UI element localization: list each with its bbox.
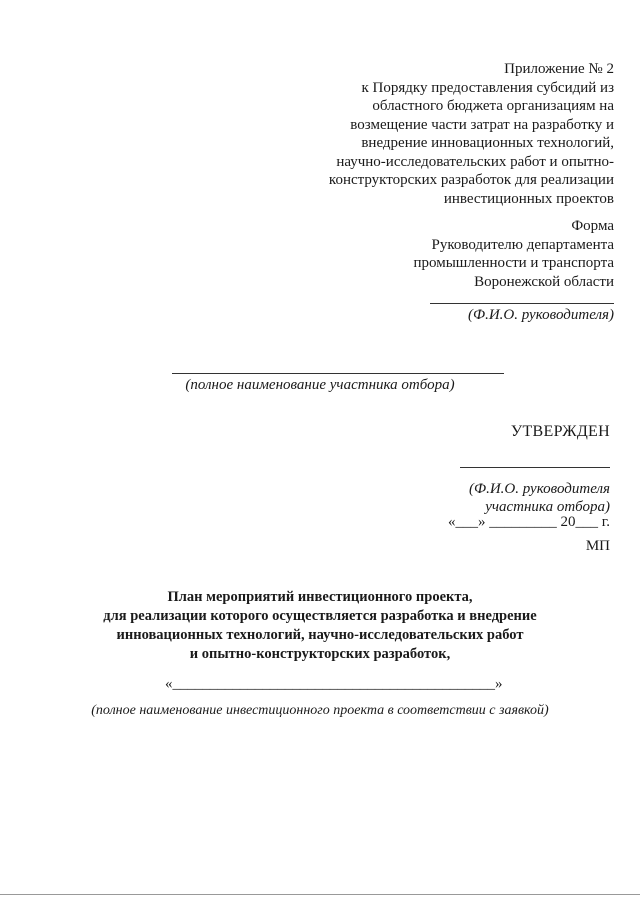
plan-title [60, 588, 580, 664]
plan-title-line: План мероприятий инвестиционного проекта, [167, 589, 473, 605]
participant-name-line [172, 373, 504, 374]
plan-title-line: инновационных технологий, научно-исследовательских работ [116, 627, 524, 643]
appendix-line: возмещение части затрат на разработку и [350, 116, 614, 133]
project-name-caption: (полное наименование инвестиционного проекта в соответствии с заявкой) [91, 703, 549, 718]
approval-date: «___» _________ 20___ г. [448, 514, 610, 530]
appendix-line: Приложение № 2 [504, 61, 614, 77]
page-bottom-rule [0, 894, 640, 895]
plan-title-line: и опытно-конструкторских разработок, [189, 646, 451, 662]
appendix-line: областного бюджета организациям на [372, 98, 614, 114]
recipient-block [354, 217, 614, 291]
approver-name-line [460, 467, 610, 468]
head-name-caption: (Ф.И.О. руководителя) [468, 307, 614, 323]
appendix-line: научно-исследовательских работ и опытно- [336, 153, 614, 170]
head-name-line [430, 303, 614, 304]
appendix-line: к Порядку предоставления субсидий из [361, 79, 614, 96]
plan-title-line: для реализации которого осуществляется разработка и внедрение [103, 608, 537, 624]
recipient-line: Руководителю департамента [431, 236, 614, 253]
approver-caption [469, 480, 610, 516]
appendix-line: инвестиционных проектов [443, 190, 614, 207]
recipient-line: промышленности и транспорта [413, 255, 614, 271]
recipient-line: Воронежской области [474, 273, 614, 290]
appendix-line: конструкторских разработок для реализации [328, 172, 614, 188]
participant-name-caption: (полное наименование участника отбора) [185, 377, 455, 393]
appendix-line: внедрение инновационных технологий, [361, 135, 614, 151]
approver-caption-line: участника отбора) [485, 499, 610, 515]
seal-placeholder: МП [585, 538, 610, 554]
project-name-line: «___________________________________________» [165, 676, 503, 692]
approved-title: УТВЕРЖДЕН [510, 423, 610, 440]
appendix-header [254, 60, 614, 208]
approver-caption-line: (Ф.И.О. руководителя [469, 481, 610, 497]
form-label: Форма [571, 218, 614, 234]
